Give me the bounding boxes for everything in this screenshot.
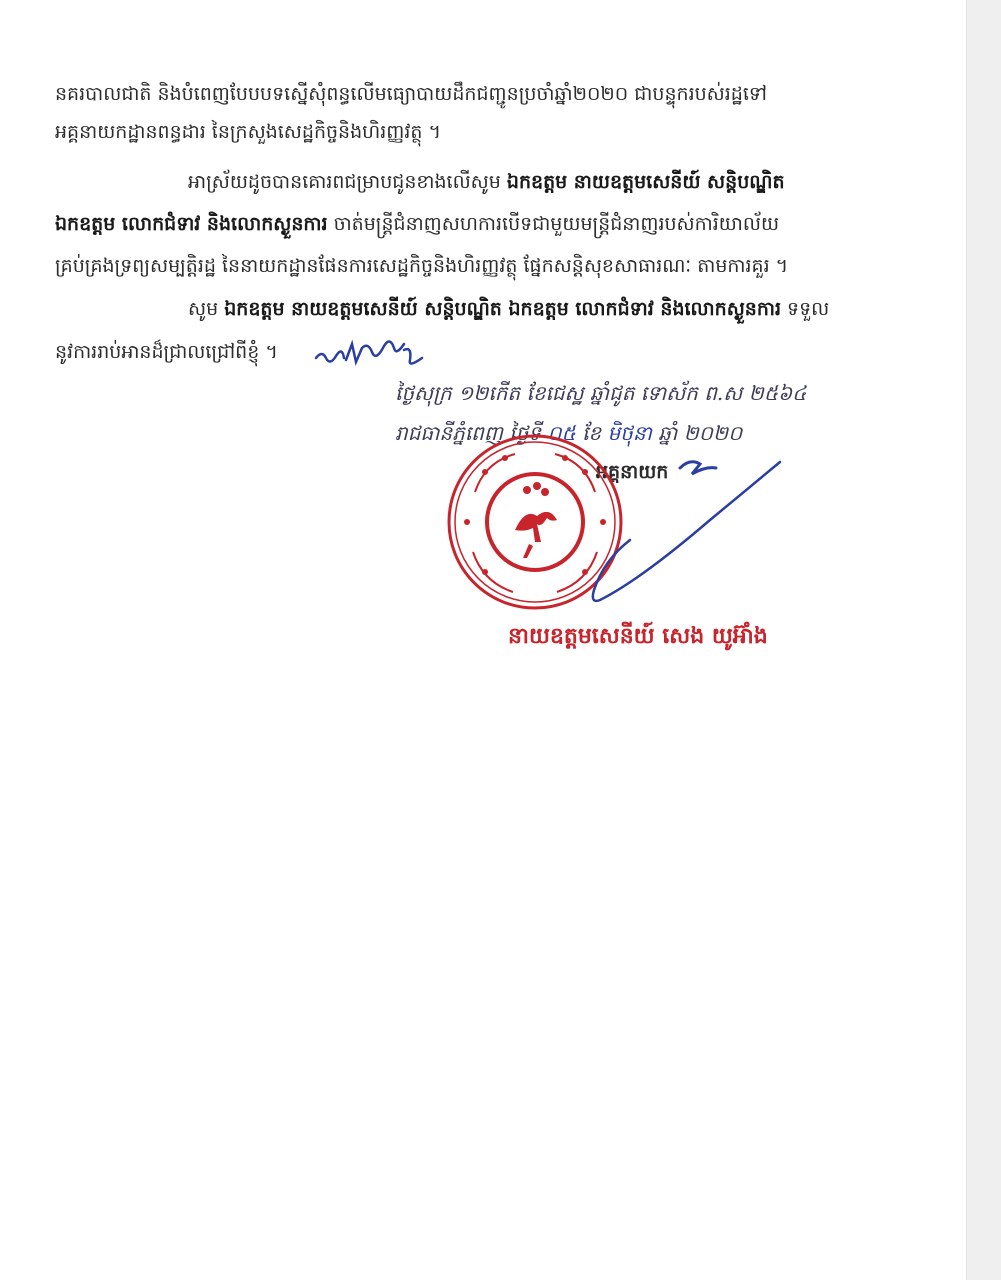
handwritten-initials — [312, 336, 452, 370]
body-line-6-end: ទទួល — [787, 298, 830, 320]
body-line-4 — [55, 210, 779, 238]
body-line-1: នគរបាលជាតិ និងបំពេញបែបបទស្នើសុំពន្ធលើមធ្យោបាយដឹកជញ្ជូនប្រចាំឆ្នាំ២០២០ ជាបន្ទុករបស់រដ្ឋទៅ — [55, 83, 767, 105]
body-line-4-bold: ឯកឧត្តម លោកជំទាវ និងលោកស្ងួនការ — [55, 213, 328, 235]
page-edge — [966, 0, 1001, 1280]
body-line-7: នូវការរាប់អានដ៏ជ្រាលជ្រៅពីខ្ញុំ ។ — [55, 341, 278, 363]
body-line-3-bold: ឯកឧត្តម នាយឧត្តមសេនីយ៍ សន្តិបណ្ឌិត — [506, 171, 785, 193]
body-line-4-text: ចាត់មន្ត្រីជំនាញសហការបើទជាមួយមន្ត្រីជំនាញរបស់ការិយាល័យ — [333, 213, 780, 235]
lunar-date: ថ្ងៃសុក្រ ១២កើត ខែជេស្ឋ ឆ្នាំជូត ទោស័ក ព.ស ២៥៦៤ — [395, 381, 807, 405]
signer-name: នាយឧត្តមសេនីយ៍ សេង យូអ៊ាំង — [508, 624, 768, 649]
solar-date-prefix: រាជធានីភ្នំពេញ ថ្ងៃទី — [395, 421, 542, 445]
solar-date-month-label: ខែ — [582, 421, 602, 445]
solar-date-year: ឆ្នាំ ២០២០ — [658, 421, 743, 445]
solar-date-day: ០៥ — [547, 421, 576, 445]
body-line-6-text: សូម — [188, 298, 219, 320]
body-line-3-text: អាស្រ័យដូចបានគោរពជម្រាបជូនខាងលើសូម — [188, 171, 501, 193]
signer-title: អគ្គនាយក — [596, 461, 669, 483]
body-line-6-bold: ឯកឧត្តម នាយឧត្តមសេនីយ៍ សន្តិបណ្ឌិត ឯកឧត្តម លោកជំទាវ និងលោកស្ងួនការ — [224, 298, 781, 320]
handwritten-signature — [560, 440, 820, 640]
solar-date-month: មិថុនា — [607, 421, 652, 445]
body-line-3 — [188, 168, 785, 196]
body-line-5: គ្រប់គ្រងទ្រព្យសម្បត្តិរដ្ឋ នៃនាយកដ្ឋានផែនការសេដ្ឋកិច្ចនិងហិរញ្ញវត្ថុ ផ្នែកសន្តិសុខសាធារណៈ តាមការគួរ ។ — [55, 255, 789, 277]
body-line-6 — [188, 295, 829, 323]
body-line-2: អគ្គនាយកដ្ឋានពន្ធដារ នៃក្រសួងសេដ្ឋកិច្ចនិងហិរញ្ញវត្ថុ ។ — [55, 121, 442, 143]
